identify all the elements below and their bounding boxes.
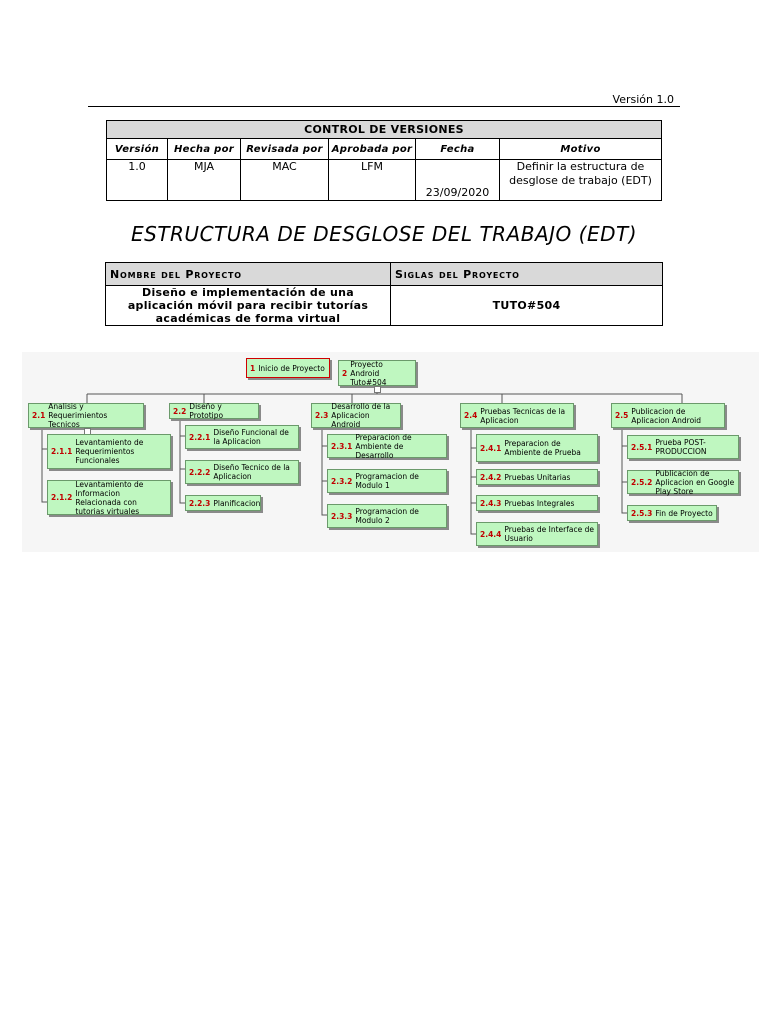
wbs-node-number: 2.1.2 — [51, 493, 73, 502]
wbs-node-number: 2.5.3 — [631, 508, 653, 518]
wbs-node-2-2[interactable] — [169, 403, 259, 419]
wbs-node-number: 2.2.1 — [189, 432, 211, 442]
wbs-node-2-2-3[interactable] — [185, 495, 261, 511]
wbs-node-label: Diseño Funcional de la Aplicacion — [213, 428, 289, 446]
wbs-node-2-4-4[interactable] — [476, 522, 598, 546]
wbs-node-label: Desarrollo de la Aplicacion Android — [331, 402, 391, 429]
wbs-node-2-1-2[interactable] — [47, 480, 171, 515]
wbs-node-number: 2.5.1 — [631, 442, 653, 452]
wbs-node-number: 2.5 — [615, 411, 629, 420]
project-name: Diseño e implementación de una aplicación móvil para recibir tutorías académicas de forma virtual — [106, 286, 391, 326]
wbs-node-label: Publicacion de Aplicacion en Google Play Store — [655, 468, 735, 496]
version-table-title: CONTROL DE VERSIONES — [107, 121, 662, 139]
wbs-node-2-3-1[interactable] — [327, 434, 447, 458]
wbs-node-number: 2.1.1 — [51, 447, 73, 456]
wbs-node-number: 2.5.2 — [631, 477, 653, 487]
wbs-node-number: 2.2.2 — [189, 467, 211, 477]
wbs-node-label: Levantamiento de Requerimientos Funcionales — [75, 438, 144, 465]
wbs-node-label: Publicacion de Aplicacion Android — [631, 406, 702, 425]
wbs-node-label: Inicio de Proyecto — [258, 363, 325, 373]
wbs-node-label: Pruebas Tecnicas de la Aplicacion — [480, 406, 566, 425]
version-header: Versión 1.0 — [612, 93, 674, 106]
project-table — [105, 262, 663, 326]
wbs-node-2-4-2[interactable] — [476, 469, 598, 485]
wbs-node-number: 2.3.1 — [331, 441, 353, 451]
wbs-node-label: Diseño Tecnico de la Aplicacion — [213, 463, 290, 481]
wbs-node-number: 2.3.2 — [331, 476, 353, 486]
document-title: ESTRUCTURA DE DESGLOSE DEL TRABAJO (EDT) — [130, 222, 637, 246]
wbs-node-2-1-1[interactable] — [47, 434, 171, 469]
wbs-node-2-3-3[interactable] — [327, 504, 447, 528]
wbs-node-label: Pruebas Unitarias — [504, 472, 571, 482]
wbs-node-2-5-3[interactable] — [627, 505, 717, 521]
cell-motivo: Definir la estructura de desglose de trabajo (EDT) — [500, 160, 662, 201]
wbs-node-2-3[interactable] — [311, 403, 401, 428]
wbs-node-number: 2.4.2 — [480, 472, 502, 482]
col-header-fecha: Fecha — [416, 139, 500, 160]
col-header-hecha-por: Hecha por — [168, 139, 241, 160]
project-acronym-header: Siglas del Proyecto — [391, 263, 663, 286]
wbs-node-number: 2.4.1 — [480, 443, 502, 453]
wbs-node-1[interactable] — [246, 358, 330, 378]
wbs-node-2[interactable] — [338, 360, 416, 386]
wbs-node-2-1[interactable] — [28, 403, 144, 428]
collapse-toggle-icon[interactable] — [374, 386, 381, 393]
wbs-node-number: 1 — [250, 363, 256, 373]
project-name-header: Nombre del Proyecto — [106, 263, 391, 286]
wbs-node-2-4[interactable] — [460, 403, 574, 428]
wbs-node-number: 2.4.3 — [480, 498, 502, 508]
wbs-node-label: Prueba POST-PRODUCCION — [655, 438, 707, 456]
wbs-node-2-3-2[interactable] — [327, 469, 447, 493]
wbs-node-label: Pruebas de Interface de Usuario — [504, 525, 594, 543]
wbs-node-number: 2 — [342, 368, 348, 378]
col-header-aprobada-por: Aprobada por — [329, 139, 416, 160]
wbs-node-number: 2.2 — [173, 406, 187, 416]
wbs-node-2-2-1[interactable] — [185, 425, 299, 449]
wbs-node-label: Proyecto Android Tuto#504 — [350, 359, 387, 387]
cell-aprobada-por: LFM — [329, 160, 416, 201]
wbs-node-label: Pruebas Integrales — [504, 498, 575, 508]
wbs-node-2-4-1[interactable] — [476, 434, 598, 462]
wbs-node-label: Diseño y Prototipo — [189, 402, 224, 420]
wbs-node-label: Programacion de Modulo 1 — [355, 472, 419, 490]
col-header-version: Versión — [107, 139, 168, 160]
wbs-node-label: Planificacion — [213, 498, 261, 508]
wbs-node-number: 2.3 — [315, 411, 329, 420]
cell-hecha-por: MJA — [168, 160, 241, 201]
cell-fecha: 23/09/2020 — [416, 160, 500, 201]
col-header-motivo: Motivo — [500, 139, 662, 160]
wbs-node-label: Levantamiento de Informacion Relacionada con tutorias virtuales — [75, 479, 144, 516]
project-acronym: TUTO#504 — [391, 286, 663, 326]
wbs-node-2-5-2[interactable] — [627, 470, 739, 494]
wbs-node-label: Preparacion de Ambiente de Desarrollo — [355, 432, 412, 460]
wbs-node-label: Programacion de Modulo 2 — [355, 507, 419, 525]
wbs-node-number: 2.3.3 — [331, 511, 353, 521]
wbs-node-2-5-1[interactable] — [627, 435, 739, 459]
wbs-diagram — [22, 352, 759, 552]
wbs-node-number: 2.2.3 — [189, 498, 211, 508]
cell-version: 1.0 — [107, 160, 168, 201]
col-header-revisada-por: Revisada por — [241, 139, 329, 160]
wbs-node-label: Analisis y Requerimientos Tecnicos — [48, 402, 108, 429]
wbs-node-2-5[interactable] — [611, 403, 725, 428]
wbs-node-2-2-2[interactable] — [185, 460, 299, 484]
wbs-node-number: 2.4.4 — [480, 529, 502, 539]
cell-revisada-por: MAC — [241, 160, 329, 201]
header-rule — [88, 106, 680, 107]
wbs-node-number: 2.4 — [464, 411, 478, 420]
wbs-node-number: 2.1 — [32, 411, 46, 420]
table-row — [107, 160, 662, 201]
wbs-node-label: Preparacion de Ambiente de Prueba — [504, 439, 581, 457]
version-control-table — [106, 120, 662, 201]
wbs-node-label: Fin de Proyecto — [655, 508, 713, 518]
wbs-node-2-4-3[interactable] — [476, 495, 598, 511]
